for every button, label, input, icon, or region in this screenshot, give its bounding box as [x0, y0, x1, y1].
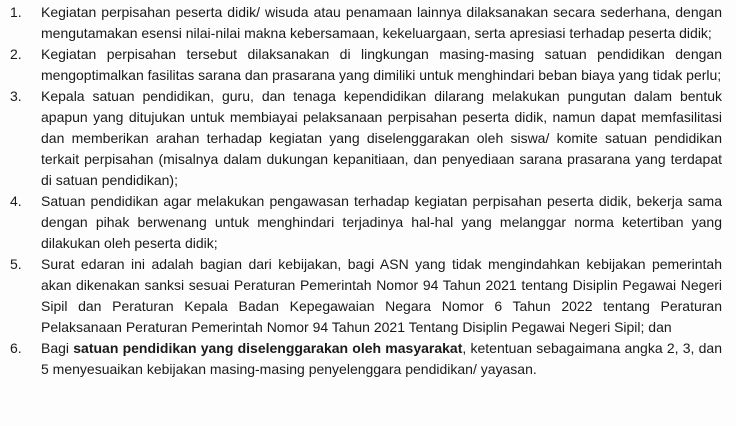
list-text: Kepala satuan pendidikan, guru, dan tenaga kependidikan dilarang melakukan pungutan dalam bentuk apapun yang ditujukan untuk membiayai pelaksanaan perpisahan peserta didik, namun dapat memfasilitasi dan memberikan arahan terhadap kegiatan yang diselenggarakan oleh siswa/ komite satuan pendidikan terkait perpisahan (misalnya dalam dukungan kepanitiaan, dan penyediaan sarana prasarana yang terdapat di satuan pendidikan); — [41, 88, 722, 188]
list-item-6 — [8, 338, 722, 380]
list-text-after: , ketentuan sebagaimana angka 2, 3, dan 5 menyesuaikan kebijakan masing-masing penyelenggara pendidikan/ yayasan. — [41, 340, 722, 377]
list-item-2 — [8, 44, 722, 86]
list-text: Kegiatan perpisahan tersebut dilaksanakan di lingkungan masing-masing satuan pendidikan dengan mengoptimalkan fasilitas sarana dan prasarana yang dimiliki untuk menghindari beban biaya yang tidak perlu; — [41, 46, 722, 83]
list-number: 4. — [10, 193, 22, 209]
list-number: 1. — [10, 4, 22, 20]
list-number: 2. — [10, 46, 22, 62]
list-text: Satuan pendidikan agar melakukan pengawasan terhadap kegiatan perpisahan peserta didik, bekerja sama dengan pihak berwenang untuk menghindari terjadinya hal-hal yang melanggar norma ketertiban yang dilakukan oleh peserta didik; — [41, 193, 722, 251]
list-item-4 — [8, 191, 722, 254]
list-number: 3. — [10, 88, 22, 104]
list-item-3 — [8, 86, 722, 191]
list-number: 6. — [10, 340, 22, 356]
list-text-bold: satuan pendidikan yang diselenggarakan oleh masyarakat — [73, 340, 463, 356]
list-item-5 — [8, 254, 722, 338]
list-text-before: Bagi — [41, 340, 74, 356]
list-item-1 — [8, 2, 722, 44]
list-number: 5. — [10, 256, 22, 272]
list-text — [41, 338, 722, 380]
list-text: Surat edaran ini adalah bagian dari kebijakan, bagi ASN yang tidak mengindahkan kebijakan pemerintah akan dikenakan sanksi sesuai Peraturan Pemerintah Nomor 94 Tahun 2021 tentang Disiplin Pegawai Negeri Sipil dan Peraturan Kepala Badan Kepegawaian Negara Nomor 6 Tahun 2022 tentang Peraturan Pelaksanaan Peraturan Pemerintah Nomor 94 Tahun 2021 Tentang Disiplin Pegawai Negeri Sipil; dan — [41, 256, 722, 335]
list-text: Kegiatan perpisahan peserta didik/ wisuda atau penamaan lainnya dilaksanakan secara sederhana, dengan mengutamakan esensi nilai-nilai makna kebersamaan, kekeluargaan, serta apresiasi terhadap peserta didik; — [41, 4, 722, 41]
